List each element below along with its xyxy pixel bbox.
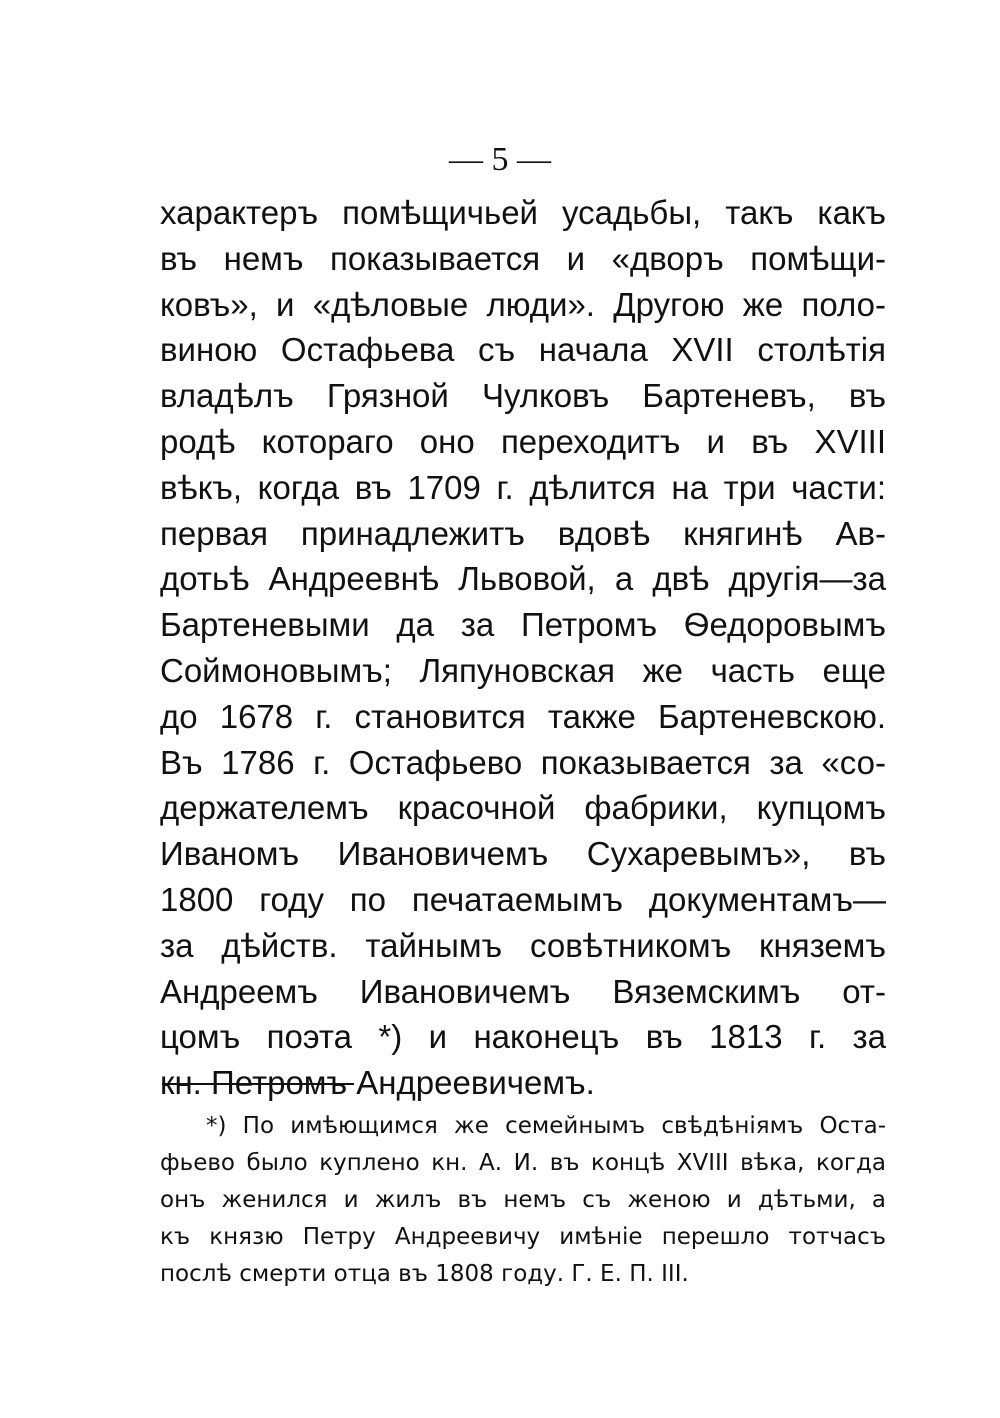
footnote-line: *) По имѣющимся же семейнымъ свѣдѣніямъ Оста- [206,1113,886,1139]
footnote [160,1108,886,1293]
body-line: характеръ помѣщичьей усадьбы, такъ какъ [160,194,886,231]
body-line: кн. Петромъ Андреевичемъ. [160,1064,595,1102]
footnote-line: онъ женился и жилъ въ немъ съ женою и дѣтьми, а [160,1187,886,1213]
page-number: — 5 — [449,141,551,178]
body-line: цомъ поэта *) и наконецъ въ 1813 г. за [160,1018,886,1056]
body-line: 1800 году по печатаемымъ документамъ— [160,880,886,918]
body-text [160,190,886,1106]
body-line: виною Остафьева съ начала XVII столѣтія [160,331,886,369]
body-line: Соймоновымъ; Ляпуновская же часть еще [160,651,886,689]
footnote-line: фьево было куплено кн. А. И. въ концѣ XVIII вѣка, когда [160,1150,886,1176]
body-line: ковъ», и «дѣловые люди». Другою же поло- [160,285,886,323]
body-line: въ немъ показывается и «дворъ помѣщи- [160,239,886,277]
body-line: за дѣйств. тайнымъ совѣтникомъ княземъ [160,926,886,964]
body-line: Въ 1786 г. Остафьево показывается за «со- [160,743,886,781]
footnote-line: къ князю Петру Андреевичу имѣніе перешло тотчасъ [160,1224,886,1250]
body-line: Бартеневыми да за Петромъ Ѳедоровымъ [160,606,886,644]
body-line: вѣкъ, когда въ 1709 г. дѣлится на три части: [160,468,886,506]
body-line: держателемъ красочной фабрики, купцомъ [160,789,886,827]
body-line: Андреемъ Ивановичемъ Вяземскимъ от- [160,972,886,1010]
body-line: родѣ котораго оно переходитъ и въ XVIII [160,422,886,460]
footnote-line: послѣ смерти отца въ 1808 году. Г. Е. П. III. [160,1261,689,1287]
body-line: первая принадлежитъ вдовѣ княгинѣ Ав- [160,514,886,552]
body-line: Иваномъ Ивановичемъ Сухаревымъ», въ [160,835,886,873]
footnote-separator [162,1083,354,1085]
body-line: дотьѣ Андреевнѣ Львовой, а двѣ другія—за [160,560,886,598]
body-line: владѣлъ Грязной Чулковъ Бартеневъ, въ [160,377,886,415]
body-line: до 1678 г. становится также Бартеневскою. [160,697,886,735]
